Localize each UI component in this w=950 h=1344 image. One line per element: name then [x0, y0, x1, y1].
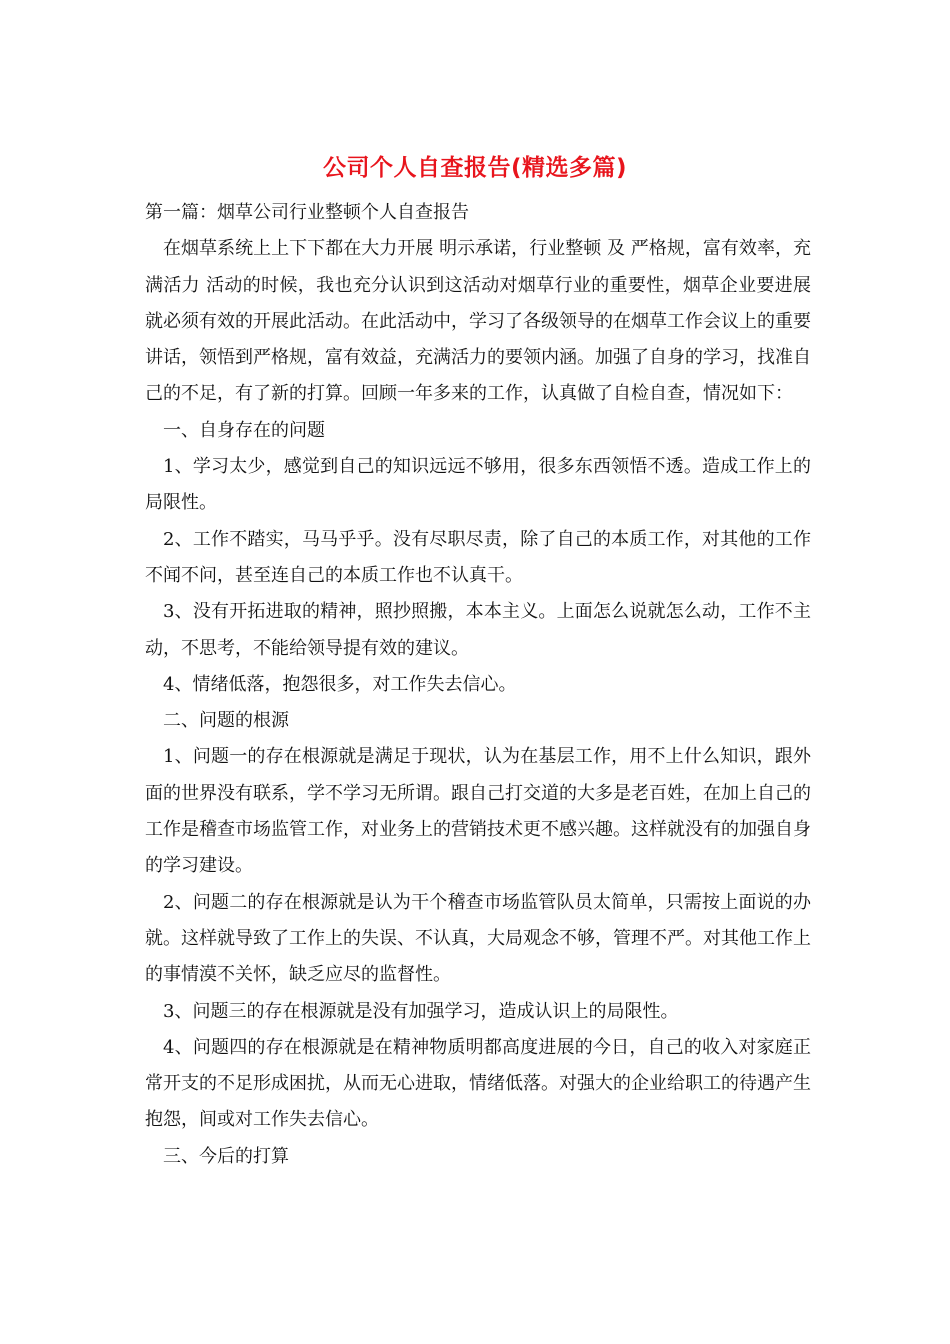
section-heading: 二、问题的根源 [163, 710, 289, 732]
paragraph: 1、学习太少，感觉到自己的知识远远不够用，很多东西领悟不透。造成工作上的局限性。 [145, 456, 811, 514]
section-heading: 三、今后的打算 [163, 1145, 289, 1167]
section-heading: 一、自身存在的问题 [163, 419, 325, 441]
paragraph: 4、情绪低落，抱怨很多，对工作失去信心。 [163, 673, 517, 695]
paragraph: 1、问题一的存在根源就是满足于现状，认为在基层工作，用不上什么知识，跟外面的世界没有联系，学不学习无所谓。跟自己打交道的大多是老百姓，在加上自己的工作是稽查市场监管工作，对业务上的营销技术更不感兴趣。这样就没有的加强自身的学习建设。 [145, 746, 811, 877]
document-title: 公司个人自查报告(精选多篇) [322, 155, 628, 181]
paragraph: 2、工作不踏实，马马乎乎。没有尽职尽责，除了自己的本质工作，对其他的工作不闻不问，甚至连自己的本质工作也不认真干。 [145, 528, 811, 586]
paragraph: 2、问题二的存在根源就是认为干个稽查市场监管队员太简单，只需按上面说的办就。这样就导致了工作上的失误、不认真，大局观念不够，管理不严。对其他工作上的事情漠不关怀，缺乏应尽的监督性。 [145, 891, 811, 986]
paragraph: 3、没有开拓进取的精神，照抄照搬，本本主义。上面怎么说就怎么动，工作不主动，不思考，不能给领导提有效的建议。 [145, 601, 811, 659]
section-heading: 第一篇：烟草公司行业整顿个人自查报告 [145, 202, 469, 223]
paragraph: 3、问题三的存在根源就是没有加强学习，造成认识上的局限性。 [163, 1000, 679, 1022]
paragraph: 4、问题四的存在根源就是在精神物质明都高度进展的今日，自己的收入对家庭正常开支的不足形成困扰，从而无心进取，情绪低落。对强大的企业给职工的待遇产生抱怨，间或对工作失去信心。 [145, 1036, 811, 1131]
document-body [145, 195, 811, 1175]
paragraph: 在烟草系统上上下下都在大力开展 明示承诺，行业整顿 及 严格规，富有效率，充满活力 活动的时候，我也充分认识到这活动对烟草行业的重要性，烟草企业要进展就必须有效的开展此活动。在此活动中，学习了各级领导的在烟草工作会议上的重要讲话，领悟到严格规，富有效益，充满活力的要领内涵。加强了自身的学习，找准自己的不足，有了新的打算。回顾一年多来的工作，认真做了自检自查，情况如下： [145, 238, 811, 405]
